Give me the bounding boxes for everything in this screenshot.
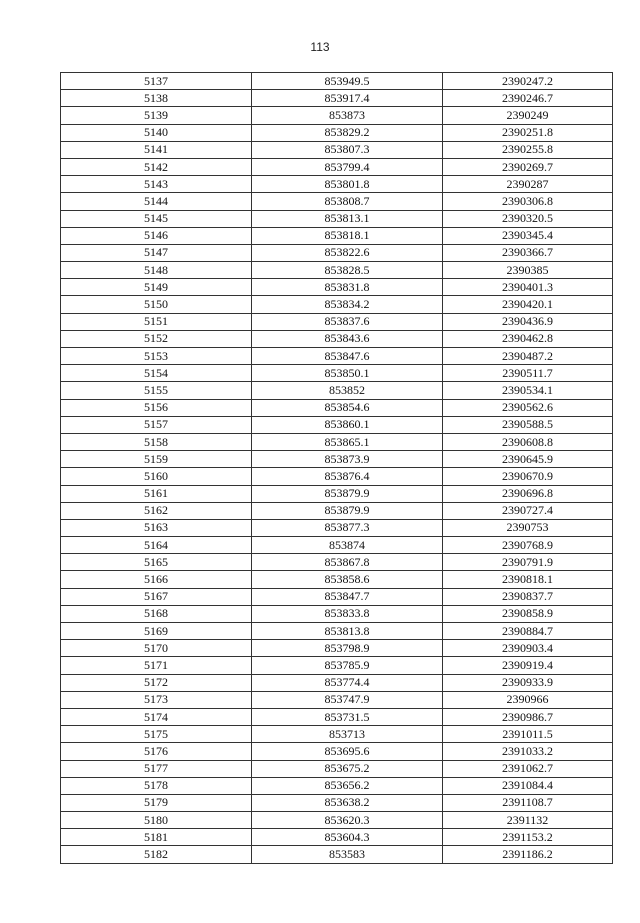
table-row	[61, 502, 613, 519]
table-row	[61, 708, 613, 725]
table-row	[61, 468, 613, 485]
x-coordinate-cell: 853583	[252, 846, 443, 863]
x-coordinate-cell: 853801.8	[252, 176, 443, 193]
y-coordinate-cell: 2390837.7	[443, 588, 613, 605]
x-coordinate-cell: 853873	[252, 107, 443, 124]
point-number-cell: 5150	[61, 296, 252, 313]
table-row	[61, 691, 613, 708]
x-coordinate-cell: 853949.5	[252, 73, 443, 90]
point-number-cell: 5137	[61, 73, 252, 90]
point-number-cell: 5140	[61, 124, 252, 141]
point-number-cell: 5170	[61, 640, 252, 657]
point-number-cell: 5167	[61, 588, 252, 605]
y-coordinate-cell: 2391108.7	[443, 794, 613, 811]
point-number-cell: 5147	[61, 244, 252, 261]
x-coordinate-cell: 853858.6	[252, 571, 443, 588]
table-row	[61, 623, 613, 640]
x-coordinate-cell: 853713	[252, 726, 443, 743]
table-row	[61, 519, 613, 536]
y-coordinate-cell: 2390884.7	[443, 623, 613, 640]
point-number-cell: 5154	[61, 365, 252, 382]
point-number-cell: 5159	[61, 451, 252, 468]
point-number-cell: 5161	[61, 485, 252, 502]
table-row	[61, 829, 613, 846]
table-row	[61, 605, 613, 622]
y-coordinate-cell: 2390436.9	[443, 313, 613, 330]
x-coordinate-cell: 853785.9	[252, 657, 443, 674]
y-coordinate-cell: 2390933.9	[443, 674, 613, 691]
x-coordinate-cell: 853798.9	[252, 640, 443, 657]
x-coordinate-cell: 853675.2	[252, 760, 443, 777]
table-row	[61, 485, 613, 502]
x-coordinate-cell: 853860.1	[252, 416, 443, 433]
point-number-cell: 5141	[61, 141, 252, 158]
x-coordinate-cell: 853638.2	[252, 794, 443, 811]
x-coordinate-cell: 853831.8	[252, 279, 443, 296]
table-row	[61, 657, 613, 674]
x-coordinate-cell: 853843.6	[252, 330, 443, 347]
y-coordinate-cell: 2390608.8	[443, 433, 613, 450]
y-coordinate-cell: 2390366.7	[443, 244, 613, 261]
y-coordinate-cell: 2390588.5	[443, 416, 613, 433]
y-coordinate-cell: 2390645.9	[443, 451, 613, 468]
table-row	[61, 124, 613, 141]
x-coordinate-cell: 853774.4	[252, 674, 443, 691]
y-coordinate-cell: 2390753	[443, 519, 613, 536]
y-coordinate-cell: 2390420.1	[443, 296, 613, 313]
point-number-cell: 5151	[61, 313, 252, 330]
x-coordinate-cell: 853799.4	[252, 158, 443, 175]
point-number-cell: 5152	[61, 330, 252, 347]
point-number-cell: 5146	[61, 227, 252, 244]
x-coordinate-cell: 853879.9	[252, 485, 443, 502]
point-number-cell: 5157	[61, 416, 252, 433]
page-number: 113	[310, 40, 330, 54]
point-number-cell: 5158	[61, 433, 252, 450]
x-coordinate-cell: 853854.6	[252, 399, 443, 416]
table-row	[61, 726, 613, 743]
y-coordinate-cell: 2390903.4	[443, 640, 613, 657]
point-number-cell: 5173	[61, 691, 252, 708]
y-coordinate-cell: 2390251.8	[443, 124, 613, 141]
table-row	[61, 158, 613, 175]
x-coordinate-cell: 853656.2	[252, 777, 443, 794]
table-row	[61, 279, 613, 296]
point-number-cell: 5139	[61, 107, 252, 124]
table-row	[61, 846, 613, 863]
point-number-cell: 5162	[61, 502, 252, 519]
x-coordinate-cell: 853604.3	[252, 829, 443, 846]
point-number-cell: 5182	[61, 846, 252, 863]
y-coordinate-cell: 2390269.7	[443, 158, 613, 175]
y-coordinate-cell: 2390562.6	[443, 399, 613, 416]
y-coordinate-cell: 2390696.8	[443, 485, 613, 502]
table-row	[61, 812, 613, 829]
y-coordinate-cell: 2390320.5	[443, 210, 613, 227]
x-coordinate-cell: 853879.9	[252, 502, 443, 519]
x-coordinate-cell: 853731.5	[252, 708, 443, 725]
point-number-cell: 5138	[61, 90, 252, 107]
x-coordinate-cell: 853867.8	[252, 554, 443, 571]
x-coordinate-cell: 853807.3	[252, 141, 443, 158]
y-coordinate-cell: 2390919.4	[443, 657, 613, 674]
table-row	[61, 674, 613, 691]
point-number-cell: 5171	[61, 657, 252, 674]
point-number-cell: 5142	[61, 158, 252, 175]
x-coordinate-cell: 853877.3	[252, 519, 443, 536]
y-coordinate-cell: 2390727.4	[443, 502, 613, 519]
point-number-cell: 5164	[61, 537, 252, 554]
point-number-cell: 5148	[61, 262, 252, 279]
y-coordinate-cell: 2390791.9	[443, 554, 613, 571]
point-number-cell: 5145	[61, 210, 252, 227]
y-coordinate-cell: 2390511.7	[443, 365, 613, 382]
point-number-cell: 5166	[61, 571, 252, 588]
y-coordinate-cell: 2390345.4	[443, 227, 613, 244]
point-number-cell: 5168	[61, 605, 252, 622]
y-coordinate-cell: 2390306.8	[443, 193, 613, 210]
table-row	[61, 348, 613, 365]
x-coordinate-cell: 853852	[252, 382, 443, 399]
y-coordinate-cell: 2390986.7	[443, 708, 613, 725]
point-number-cell: 5179	[61, 794, 252, 811]
table-row	[61, 365, 613, 382]
table-row	[61, 640, 613, 657]
y-coordinate-cell: 2390249	[443, 107, 613, 124]
point-number-cell: 5169	[61, 623, 252, 640]
point-number-cell: 5177	[61, 760, 252, 777]
x-coordinate-cell: 853850.1	[252, 365, 443, 382]
y-coordinate-cell: 2391033.2	[443, 743, 613, 760]
point-number-cell: 5163	[61, 519, 252, 536]
y-coordinate-cell: 2390287	[443, 176, 613, 193]
x-coordinate-cell: 853813.8	[252, 623, 443, 640]
table-row	[61, 176, 613, 193]
x-coordinate-cell: 853834.2	[252, 296, 443, 313]
table-row	[61, 210, 613, 227]
x-coordinate-cell: 853847.7	[252, 588, 443, 605]
table-row	[61, 571, 613, 588]
point-number-cell: 5165	[61, 554, 252, 571]
x-coordinate-cell: 853747.9	[252, 691, 443, 708]
point-number-cell: 5160	[61, 468, 252, 485]
point-number-cell: 5143	[61, 176, 252, 193]
table-row	[61, 193, 613, 210]
x-coordinate-cell: 853847.6	[252, 348, 443, 365]
x-coordinate-cell: 853808.7	[252, 193, 443, 210]
y-coordinate-cell: 2391153.2	[443, 829, 613, 846]
table-row	[61, 244, 613, 261]
x-coordinate-cell: 853695.6	[252, 743, 443, 760]
point-number-cell: 5181	[61, 829, 252, 846]
table-row	[61, 141, 613, 158]
table-row	[61, 743, 613, 760]
y-coordinate-cell: 2390246.7	[443, 90, 613, 107]
point-number-cell: 5153	[61, 348, 252, 365]
y-coordinate-cell: 2390534.1	[443, 382, 613, 399]
x-coordinate-cell: 853813.1	[252, 210, 443, 227]
y-coordinate-cell: 2390818.1	[443, 571, 613, 588]
x-coordinate-cell: 853837.6	[252, 313, 443, 330]
point-number-cell: 5174	[61, 708, 252, 725]
table-row	[61, 313, 613, 330]
y-coordinate-cell: 2390385	[443, 262, 613, 279]
table-row	[61, 416, 613, 433]
y-coordinate-cell: 2390487.2	[443, 348, 613, 365]
table-row	[61, 760, 613, 777]
x-coordinate-cell: 853818.1	[252, 227, 443, 244]
table-row	[61, 262, 613, 279]
y-coordinate-cell: 2391186.2	[443, 846, 613, 863]
table-row	[61, 588, 613, 605]
x-coordinate-cell: 853865.1	[252, 433, 443, 450]
y-coordinate-cell: 2390255.8	[443, 141, 613, 158]
table-row	[61, 399, 613, 416]
y-coordinate-cell: 2391132	[443, 812, 613, 829]
y-coordinate-cell: 2390670.9	[443, 468, 613, 485]
table-row	[61, 330, 613, 347]
point-number-cell: 5172	[61, 674, 252, 691]
x-coordinate-cell: 853874	[252, 537, 443, 554]
table-row	[61, 90, 613, 107]
point-number-cell: 5180	[61, 812, 252, 829]
table-row	[61, 537, 613, 554]
y-coordinate-cell: 2390858.9	[443, 605, 613, 622]
table-row	[61, 73, 613, 90]
table-row	[61, 382, 613, 399]
point-number-cell: 5155	[61, 382, 252, 399]
y-coordinate-cell: 2390401.3	[443, 279, 613, 296]
y-coordinate-cell: 2391011.5	[443, 726, 613, 743]
coordinates-table	[60, 72, 613, 864]
x-coordinate-cell: 853828.5	[252, 262, 443, 279]
x-coordinate-cell: 853876.4	[252, 468, 443, 485]
x-coordinate-cell: 853822.6	[252, 244, 443, 261]
table-row	[61, 107, 613, 124]
y-coordinate-cell: 2390768.9	[443, 537, 613, 554]
table-row	[61, 794, 613, 811]
point-number-cell: 5144	[61, 193, 252, 210]
table-row	[61, 227, 613, 244]
x-coordinate-cell: 853833.8	[252, 605, 443, 622]
point-number-cell: 5149	[61, 279, 252, 296]
y-coordinate-cell: 2391062.7	[443, 760, 613, 777]
y-coordinate-cell: 2391084.4	[443, 777, 613, 794]
x-coordinate-cell: 853829.2	[252, 124, 443, 141]
table-row	[61, 433, 613, 450]
y-coordinate-cell: 2390966	[443, 691, 613, 708]
y-coordinate-cell: 2390247.2	[443, 73, 613, 90]
table-row	[61, 777, 613, 794]
table-row	[61, 554, 613, 571]
point-number-cell: 5176	[61, 743, 252, 760]
point-number-cell: 5156	[61, 399, 252, 416]
coordinates-table-body	[61, 73, 613, 864]
y-coordinate-cell: 2390462.8	[443, 330, 613, 347]
x-coordinate-cell: 853620.3	[252, 812, 443, 829]
point-number-cell: 5178	[61, 777, 252, 794]
table-row	[61, 451, 613, 468]
point-number-cell: 5175	[61, 726, 252, 743]
x-coordinate-cell: 853873.9	[252, 451, 443, 468]
x-coordinate-cell: 853917.4	[252, 90, 443, 107]
table-row	[61, 296, 613, 313]
